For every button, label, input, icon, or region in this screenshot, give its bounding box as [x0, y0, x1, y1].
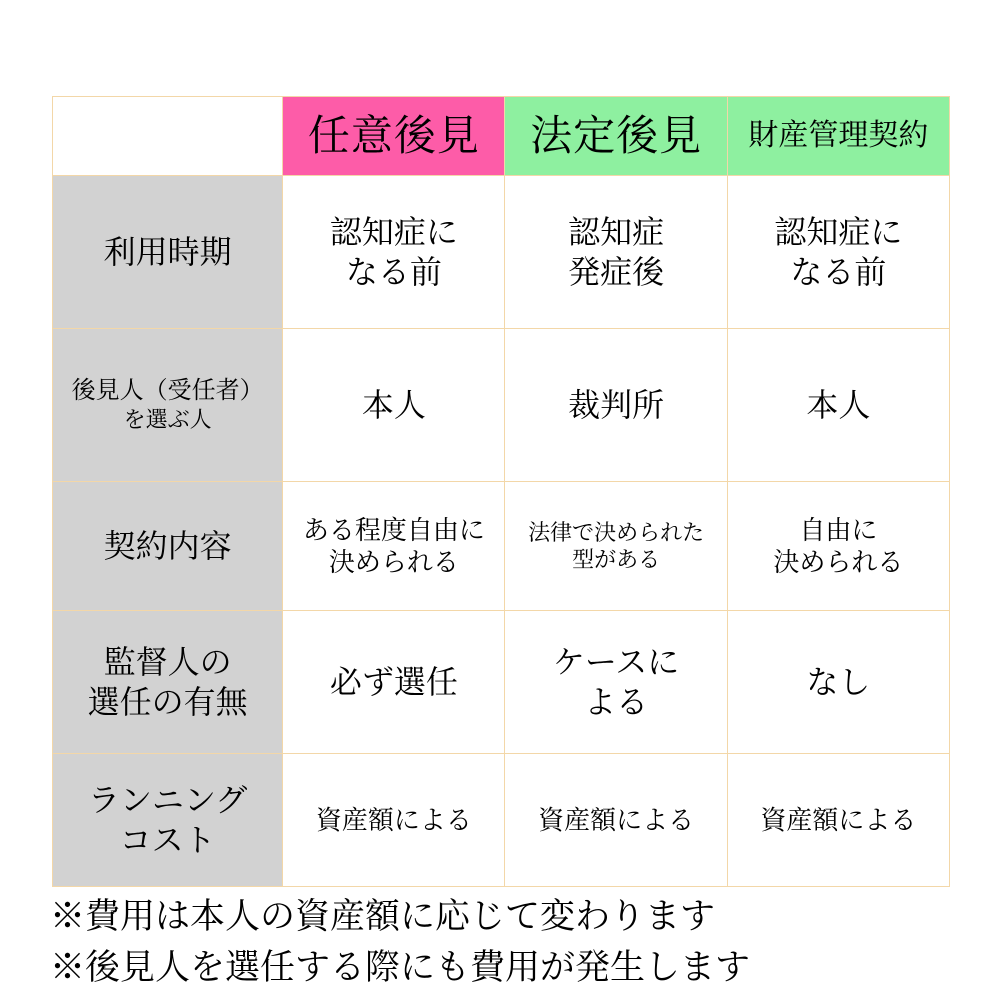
cell-keiyaku-houtei: 法律で決められた 型がある	[505, 482, 727, 611]
cell-keiyaku-ninni: ある程度自由に 決められる	[283, 482, 505, 611]
column-header-ninni-koken: 任意後見	[283, 97, 505, 176]
table-row	[53, 329, 950, 482]
cell-kouken-ninni: 本人	[283, 329, 505, 482]
row-label-riyou-jiki: 利用時期	[53, 176, 283, 329]
row-label-keiyaku-naiyou: 契約内容	[53, 482, 283, 611]
table-header-row	[53, 97, 950, 176]
cell-kantoku-ninni: 必ず選任	[283, 611, 505, 754]
row-label-kantokunin-sennin: 監督人の 選任の有無	[53, 611, 283, 754]
row-label-main: 後見人（受任者）	[71, 377, 264, 405]
table-row	[53, 611, 950, 754]
cell-riyou-houtei: 認知症 発症後	[505, 176, 727, 329]
cell-kantoku-zaisan: なし	[727, 611, 949, 754]
cell-riyou-ninni: 認知症に なる前	[283, 176, 505, 329]
table-row	[53, 482, 950, 611]
cell-running-ninni: 資産額による	[283, 754, 505, 887]
table-row	[53, 176, 950, 329]
table-corner-cell	[53, 97, 283, 176]
footnote-1: ※費用は本人の資産額に応じて変わります	[50, 897, 716, 936]
row-label-running-cost: ランニング コスト	[53, 754, 283, 887]
cell-running-houtei: 資産額による	[505, 754, 727, 887]
row-label-sub: を選ぶ人	[123, 407, 212, 433]
cell-kantoku-houtei: ケースに よる	[505, 611, 727, 754]
cell-kouken-houtei: 裁判所	[505, 329, 727, 482]
cell-running-zaisan: 資産額による	[727, 754, 949, 887]
cell-riyou-zaisan: 認知症に なる前	[727, 176, 949, 329]
cell-kouken-zaisan: 本人	[727, 329, 949, 482]
footnote-2: ※後見人を選任する際にも費用が発生します	[50, 947, 751, 987]
footnotes	[50, 892, 970, 994]
cell-keiyaku-zaisan: 自由に 決められる	[727, 482, 949, 611]
guardianship-comparison-table	[52, 96, 950, 887]
column-header-hotei-koken: 法定後見	[505, 97, 727, 176]
row-label-kouken-erabu-hito	[53, 329, 283, 482]
column-header-zaisan-kanri-keiyaku: 財産管理契約	[727, 97, 949, 176]
table-row	[53, 754, 950, 887]
